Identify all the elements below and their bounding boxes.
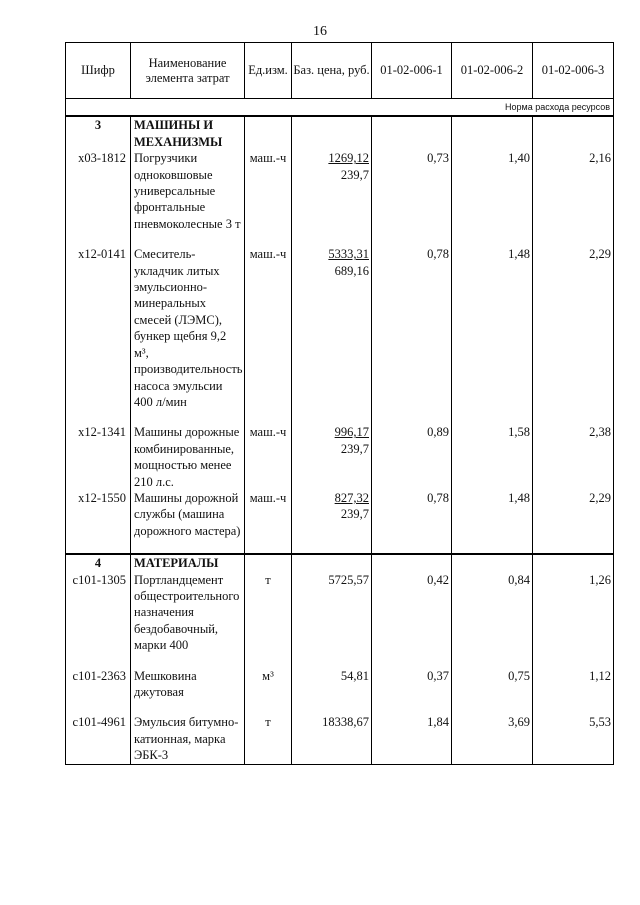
row-v2: 0,84 [452, 572, 533, 654]
table-row [66, 246, 614, 410]
row-v1: 0,78 [372, 490, 452, 539]
page-number: 16 [313, 24, 327, 39]
section-title: МАШИНЫ И МЕХАНИЗМЫ [131, 116, 245, 150]
header-code: Шифр [66, 43, 131, 99]
row-v2: 0,75 [452, 668, 533, 701]
section-title: МАТЕРИАЛЫ [131, 554, 245, 571]
row-code: с101-1305 [66, 572, 131, 654]
table-header-row [66, 43, 614, 99]
section-number: 4 [66, 554, 131, 571]
row-name: Машины дорожной службы (машина дорожного мастера) [131, 490, 245, 539]
row-v1: 0,42 [372, 572, 452, 654]
row-price [292, 424, 372, 490]
price-bottom: 239,7 [340, 507, 369, 522]
price-top: 996,17 [334, 425, 369, 440]
row-v1: 0,37 [372, 668, 452, 701]
row-unit: маш.-ч [245, 246, 292, 410]
price-bottom: 239,7 [340, 167, 369, 182]
row-code: х03-1812 [66, 150, 131, 232]
row-v3: 2,29 [533, 490, 614, 539]
row-v2: 3,69 [452, 714, 533, 764]
price-top: 5333,31 [328, 247, 369, 262]
row-price: 18338,67 [292, 714, 372, 764]
row-v2: 1,48 [452, 490, 533, 539]
row-unit: т [245, 714, 292, 764]
row-unit: маш.-ч [245, 490, 292, 539]
price-top: 827,32 [334, 490, 369, 505]
row-v3: 1,12 [533, 668, 614, 701]
resource-table [65, 42, 614, 765]
row-name: Мешковина джутовая [131, 668, 245, 701]
row-v3: 2,16 [533, 150, 614, 232]
row-v1: 0,73 [372, 150, 452, 232]
row-v2: 1,48 [452, 246, 533, 410]
table-row [66, 668, 614, 701]
row-unit: маш.-ч [245, 424, 292, 490]
norm-row [66, 99, 614, 117]
row-price [292, 490, 372, 539]
price-bottom: 239,7 [340, 441, 369, 456]
header-col2: 01-02-006-2 [452, 43, 533, 99]
table-row [66, 424, 614, 490]
section-header-row [66, 116, 614, 150]
row-price [292, 150, 372, 232]
row-price: 5725,57 [292, 572, 372, 654]
section-number: 3 [66, 116, 131, 150]
row-code: х12-1550 [66, 490, 131, 539]
row-unit: м³ [245, 668, 292, 701]
row-v2: 1,40 [452, 150, 533, 232]
row-v2: 1,58 [452, 424, 533, 490]
table-row [66, 150, 614, 232]
header-name: Наименование элемента затрат [131, 43, 245, 99]
row-code: х12-1341 [66, 424, 131, 490]
row-code: х12-0141 [66, 246, 131, 410]
header-price: Баз. цена, руб. [292, 43, 372, 99]
row-v3: 5,53 [533, 714, 614, 764]
table-row [66, 490, 614, 539]
row-v1: 0,78 [372, 246, 452, 410]
section-header-row [66, 554, 614, 571]
row-v1: 0,89 [372, 424, 452, 490]
row-code: с101-4961 [66, 714, 131, 764]
row-name: Эмульсия битумно-катионная, марка ЭБК-3 [131, 714, 245, 764]
row-v3: 2,38 [533, 424, 614, 490]
header-unit: Ед.изм. [245, 43, 292, 99]
header-col3: 01-02-006-3 [533, 43, 614, 99]
row-price: 54,81 [292, 668, 372, 701]
row-v3: 2,29 [533, 246, 614, 410]
row-name: Машины дорожные комбинированные, мощностью менее 210 л.с. [131, 424, 245, 490]
row-unit: т [245, 572, 292, 654]
norm-label: Норма расхода ресурсов [66, 99, 614, 117]
table-row [66, 714, 614, 764]
header-col1: 01-02-006-1 [372, 43, 452, 99]
row-price [292, 246, 372, 410]
row-unit: маш.-ч [245, 150, 292, 232]
price-top: 1269,12 [328, 151, 369, 166]
price-bottom: 689,16 [334, 263, 369, 278]
table-row [66, 572, 614, 654]
row-name: Портландцемент общестроительного назначения бездобавочный, марки 400 [131, 572, 245, 654]
row-name: Погрузчики одноковшовые универсальные фронтальные пневмоколесные 3 т [131, 150, 245, 232]
row-v1: 1,84 [372, 714, 452, 764]
row-code: с101-2363 [66, 668, 131, 701]
row-name: Смеситель-укладчик литых эмульсионно-минеральных смесей (ЛЭМС), бункер щебня 9,2 м³, производительность насоса эмульсии 400 л/мин [131, 246, 245, 410]
row-v3: 1,26 [533, 572, 614, 654]
